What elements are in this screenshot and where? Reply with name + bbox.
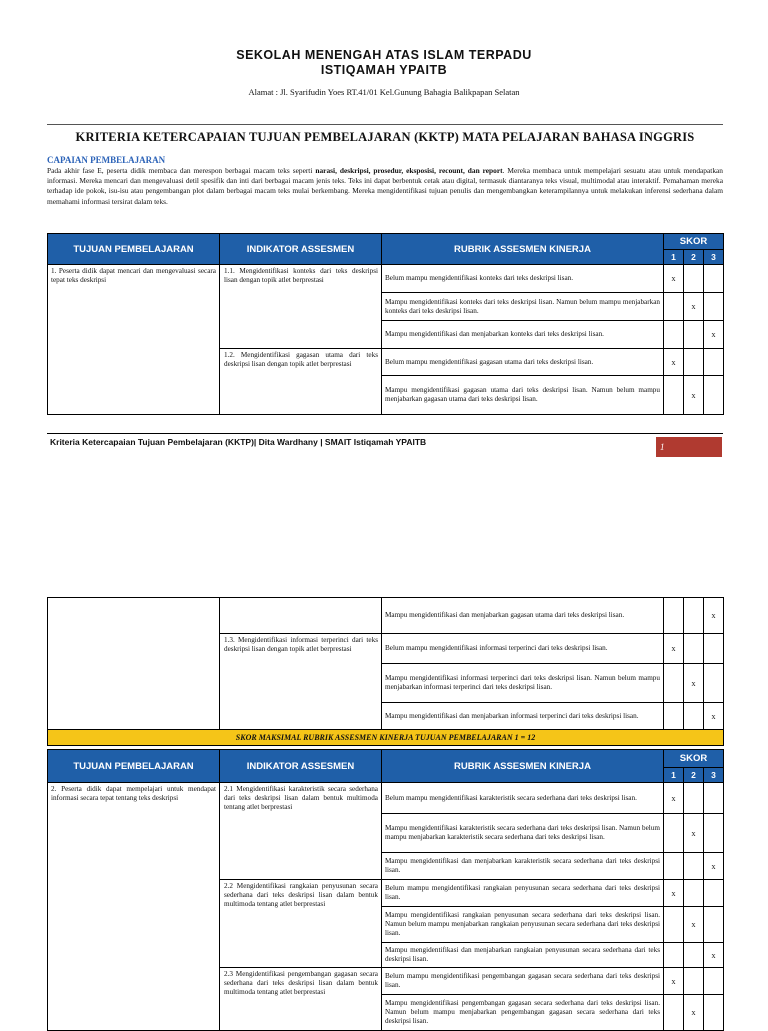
- indikator-continued-cell: [220, 598, 382, 634]
- score-cell: x: [704, 598, 724, 634]
- rubrik-cell: Belum mampu mengidentifikasi konteks dari teks deskripsi lisan.: [382, 265, 664, 293]
- document-title: KRITERIA KETERCAPAIAN TUJUAN PEMBELAJARAN (KKTP) MATA PELAJARAN BAHASA INGGRIS: [75, 130, 695, 144]
- footer-text: Kriteria Ketercapaian Tujuan Pembelajaran (KKTP)| Dita Wardhany | SMAIT Istiqamah YPAITB: [50, 437, 427, 447]
- score-cell: [704, 814, 724, 853]
- rubrik-cell: Belum mampu mengidentifikasi rangkaian penyusunan secara sederhana dari teks deskripsi lisan.: [382, 880, 664, 907]
- rubrik-cell: Mampu mengidentifikasi dan menjabarkan rangkaian penyusunan secara sederhana dari teks deskripsi lisan.: [382, 943, 664, 968]
- capaian-paragraph: [47, 166, 723, 207]
- score-cell: x: [684, 293, 704, 321]
- indikator-cell: 1.3. Mengidentifikasi informasi terperinci dari teks deskripsi lisan dengan topik atlet berprestasi: [220, 634, 382, 730]
- score-cell: x: [664, 265, 684, 293]
- score-cell: x: [684, 664, 704, 703]
- score-cell: [684, 853, 704, 880]
- score-cell: [664, 321, 684, 349]
- score-cell: [664, 664, 684, 703]
- rubrik-cell: Belum mampu mengidentifikasi gagasan utama dari teks deskripsi lisan.: [382, 349, 664, 376]
- score-cell: [664, 853, 684, 880]
- capaian-text-start: Pada akhir fase E, peserta didik membaca dan merespon berbagai macam teks seperti: [47, 166, 316, 175]
- kktp-table-page1: [47, 233, 724, 415]
- score-cell: x: [704, 703, 724, 730]
- score-cell: x: [684, 814, 704, 853]
- score-cell: x: [704, 943, 724, 968]
- rubrik-cell: Mampu mengidentifikasi dan menjabarkan informasi terperinci dari teks deskripsi lisan.: [382, 703, 664, 730]
- capaian-text-end: . Mereka membaca untuk mempelajari sesuatu atau untuk mendapatkan informasi. Mereka mencari dan mengevaluasi detil spesifik dan inti dari berbagai macam jenis teks. Teks ini dapat berbentuk cetak atau digital, termasuk diantaranya teks visual, multimodal atau interaktif. Pemahaman mereka terhadap ide pokok, isu-isu atau pengembangan plot dalam berbagai macam teks mulai berkembang. Mereka mengidentifikasi tujuan penulis dan mengembangkan keterampilannya untuk melakukan inferensi sederhana dalam memahami informasi tersirat dalam teks.: [47, 166, 723, 206]
- school-address: Alamat : Jl. Syarifudin Yoes RT.41/01 Kel.Gunung Bahagia Balikpapan Selatan: [248, 87, 520, 97]
- score-cell: x: [664, 968, 684, 995]
- score-cell: [704, 783, 724, 814]
- score-cell: [704, 293, 724, 321]
- rubrik-cell: Mampu mengidentifikasi gagasan utama dari teks deskripsi lisan. Namun belum mampu menjabarkan gagasan utama dari teks deskripsi lisan.: [382, 376, 664, 415]
- score-cell: [704, 349, 724, 376]
- indikator-cell: 1.1. Mengidentifikasi konteks dari teks deskripsi lisan dengan topik atlet berprestasi: [220, 265, 382, 349]
- school-name-line2: ISTIQAMAH YPAITB: [320, 63, 448, 77]
- tujuan-cell: 2. Peserta didik dapat mempelajari untuk mendapat informasi secara tepat tentang teks deskripsi: [48, 783, 220, 1031]
- header-rubrik: RUBRIK ASSESMEN KINERJA: [382, 234, 664, 265]
- score-cell: [684, 265, 704, 293]
- tujuan-cell: 1. Peserta didik dapat mencari dan mengevaluasi secara tepat teks deskripsi: [48, 265, 220, 415]
- rubrik-cell: Belum mampu mengidentifikasi karakteristik secara sederhana dari teks deskripsi lisan.: [382, 783, 664, 814]
- kktp-table-page2a: [47, 597, 724, 746]
- score-cell: [664, 943, 684, 968]
- max-score-banner: SKOR MAKSIMAL RUBRIK ASSESMEN KINERJA TUJUAN PEMBELAJARAN 1 = 12: [48, 730, 724, 746]
- header-skor: SKOR: [664, 750, 724, 768]
- score-cell: [684, 703, 704, 730]
- score-cell: [684, 598, 704, 634]
- score-cell: x: [684, 907, 704, 943]
- tujuan-continued-cell: [48, 598, 220, 730]
- score-cell: [684, 880, 704, 907]
- score-cell: [664, 293, 684, 321]
- score-cell: [684, 968, 704, 995]
- score-cell: [664, 995, 684, 1031]
- header-indikator: INDIKATOR ASSESMEN: [220, 750, 382, 783]
- score-cell: x: [664, 634, 684, 664]
- rubrik-cell: Mampu mengidentifikasi dan menjabarkan karakteristik secara sederhana dari teks deskripsi lisan.: [382, 853, 664, 880]
- rubrik-cell: Belum mampu mengidentifikasi informasi terperinci dari teks deskripsi lisan.: [382, 634, 664, 664]
- rubrik-cell: Mampu mengidentifikasi konteks dari teks deskripsi lisan. Namun belum mampu menjabarkan konteks dari teks deskripsi lisan.: [382, 293, 664, 321]
- score-cell: [704, 907, 724, 943]
- header-skor-3: 3: [704, 768, 724, 783]
- header-divider: [47, 124, 723, 125]
- score-cell: x: [684, 376, 704, 415]
- score-cell: [704, 968, 724, 995]
- header-skor-1: 1: [664, 250, 684, 265]
- score-cell: [664, 703, 684, 730]
- capaian-heading: CAPAIAN PEMBELAJARAN: [47, 155, 166, 165]
- score-cell: [684, 321, 704, 349]
- score-cell: [704, 634, 724, 664]
- page-number-badge: 1: [656, 437, 722, 457]
- score-cell: x: [704, 853, 724, 880]
- score-cell: [704, 265, 724, 293]
- score-cell: [704, 664, 724, 703]
- header-rubrik: RUBRIK ASSESMEN KINERJA: [382, 750, 664, 783]
- score-cell: [684, 943, 704, 968]
- rubrik-cell: Belum mampu mengidentifikasi pengembangan gagasan secara sederhana dari teks deskripsi lisan.: [382, 968, 664, 995]
- score-cell: x: [664, 349, 684, 376]
- header-skor-2: 2: [684, 250, 704, 265]
- rubrik-cell: Mampu mengidentifikasi dan menjabarkan konteks dari teks deskripsi lisan.: [382, 321, 664, 349]
- header-skor-3: 3: [704, 250, 724, 265]
- header-skor: SKOR: [664, 234, 724, 250]
- header-skor-2: 2: [684, 768, 704, 783]
- kktp-table-page2b: [47, 749, 724, 1031]
- header-indikator: INDIKATOR ASSESMEN: [220, 234, 382, 265]
- rubrik-cell: Mampu mengidentifikasi pengembangan gagasan secara sederhana dari teks deskripsi lisan. Namun belum mampu menjabarkan pengembangan gagasan secara sederhana dari teks deskripsi lisan.: [382, 995, 664, 1031]
- indikator-cell: 2.1 Mengidentifikasi karakteristik secara sederhana dari teks deskripsi lisan dalam bentuk multimoda tentang atlet berprestasi: [220, 783, 382, 880]
- header-tujuan: TUJUAN PEMBELAJARAN: [48, 750, 220, 783]
- rubrik-cell: Mampu mengidentifikasi dan menjabarkan gagasan utama dari teks deskripsi lisan.: [382, 598, 664, 634]
- score-cell: x: [664, 783, 684, 814]
- score-cell: [664, 907, 684, 943]
- score-cell: [704, 376, 724, 415]
- score-cell: [664, 376, 684, 415]
- indikator-cell: 1.2. Mengidentifikasi gagasan utama dari teks deskripsi lisan dengan topik atlet berprestasi: [220, 349, 382, 415]
- score-cell: [684, 634, 704, 664]
- rubrik-cell: Mampu mengidentifikasi karakteristik secara sederhana dari teks deskripsi lisan. Namun belum mampu menjabarkan karakteristik secara sederhana dari teks deskripsi lisan.: [382, 814, 664, 853]
- score-cell: [664, 598, 684, 634]
- score-cell: x: [684, 995, 704, 1031]
- score-cell: x: [664, 880, 684, 907]
- indikator-cell: 2.2 Mengidentifikasi rangkaian penyusunan secara sederhana dari teks deskripsi lisan dalam bentuk multimoda tentang atlet berprestasi: [220, 880, 382, 968]
- score-cell: [704, 995, 724, 1031]
- rubrik-cell: Mampu mengidentifikasi rangkaian penyusunan secara sederhana dari teks deskripsi lisan. Namun belum mampu menjabarkan rangkaian penyusunan secara sederhana dari teks deskripsi lisan.: [382, 907, 664, 943]
- score-cell: [664, 814, 684, 853]
- indikator-cell: 2.3 Mengidentifikasi pengembangan gagasan secara sederhana dari teks deskripsi lisan dalam bentuk multimoda tentang atlet berprestasi: [220, 968, 382, 1031]
- capaian-text-types: narasi, deskripsi, prosedur, eksposisi, recount, dan report: [315, 166, 503, 175]
- header-skor-1: 1: [664, 768, 684, 783]
- score-cell: [704, 880, 724, 907]
- header-tujuan: TUJUAN PEMBELAJARAN: [48, 234, 220, 265]
- score-cell: x: [704, 321, 724, 349]
- score-cell: [684, 783, 704, 814]
- rubrik-cell: Mampu mengidentifikasi informasi terperinci dari teks deskripsi lisan. Namun belum mampu menjabarkan informasi terperinci dari teks deskripsi lisan.: [382, 664, 664, 703]
- score-cell: [684, 349, 704, 376]
- school-name-line1: SEKOLAH MENENGAH ATAS ISLAM TERPADU: [236, 48, 532, 62]
- footer-divider: [47, 433, 723, 434]
